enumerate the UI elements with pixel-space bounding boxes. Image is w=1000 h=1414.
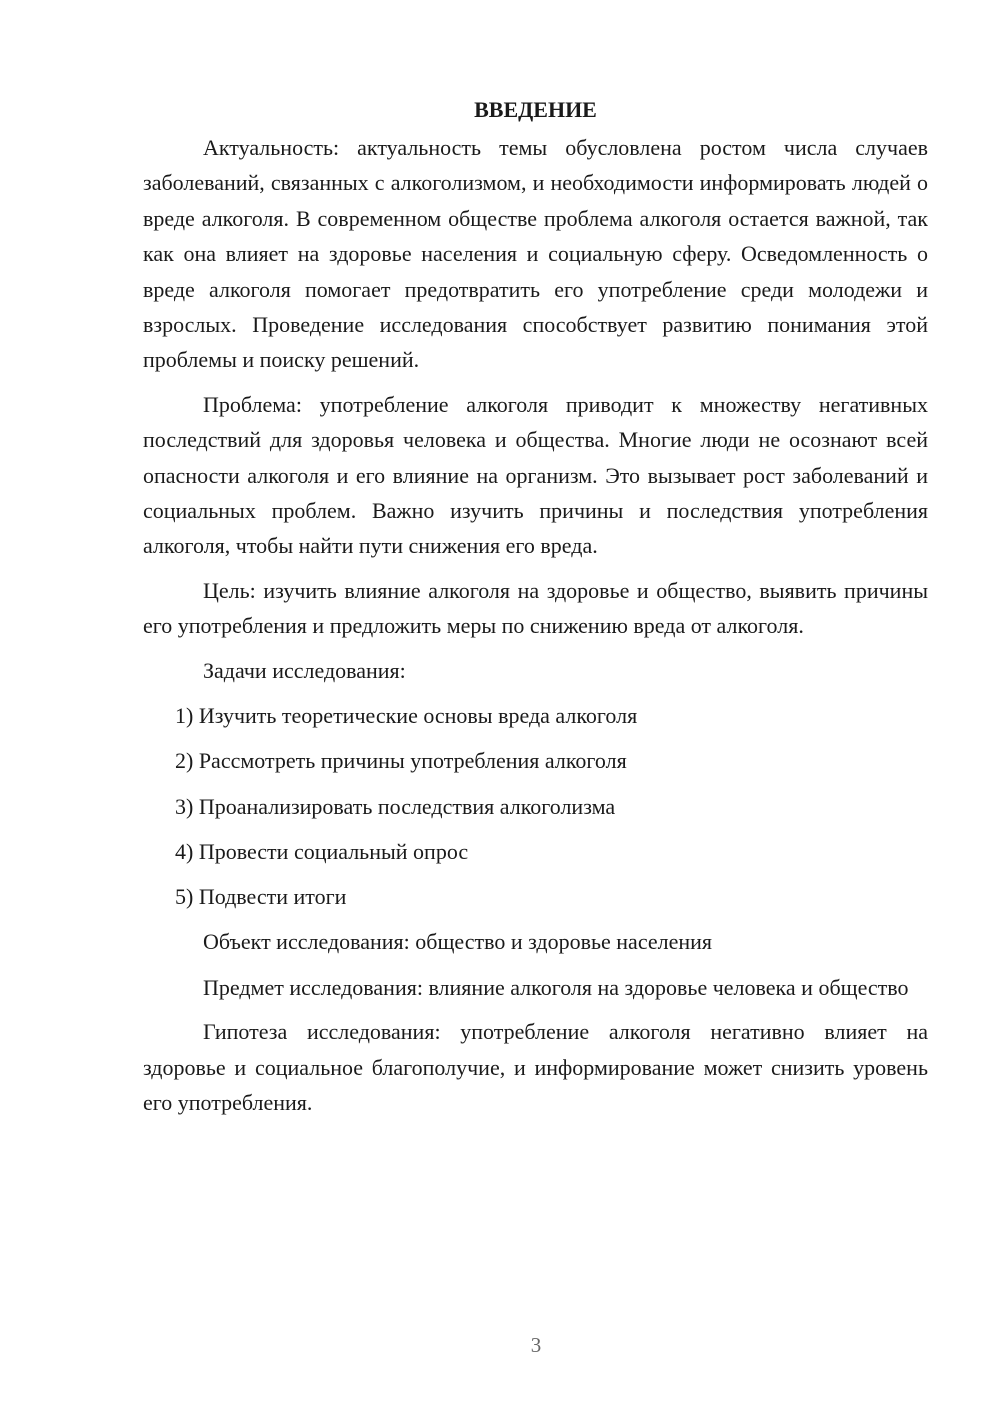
task-item: 4) Провести социальный опрос — [175, 838, 469, 864]
task-item: 1) Изучить теоретические основы вреда алкоголя — [175, 702, 638, 728]
goal-paragraph: Цель: изучить влияние алкоголя на здоровье и общество, выявить причины его употребления и предложить меры по снижению вреда от алкоголя. — [143, 577, 928, 639]
task-item: 5) Подвести итоги — [175, 884, 347, 910]
object-paragraph: Объект исследования: общество и здоровье населения — [203, 929, 713, 955]
task-item: 3) Проанализировать последствия алкоголизма — [175, 793, 616, 819]
tasks-list — [143, 698, 928, 915]
task-item: 2) Рассмотреть причины употребления алкоголя — [175, 748, 627, 774]
subject-paragraph: Предмет исследования: влияние алкоголя на здоровье человека и общество — [203, 974, 909, 1000]
hypothesis-paragraph: Гипотеза исследования: употребление алкоголя негативно влияет на здоровье и социальное благополучие, и информирование может снизить уровень его употребления. — [143, 1019, 928, 1115]
document-page — [143, 92, 928, 1129]
tasks-heading: Задачи исследования: — [203, 657, 406, 683]
section-title: ВВЕДЕНИЕ — [474, 97, 597, 122]
page-number: 3 — [530, 1333, 542, 1357]
problem-paragraph: Проблема: употребление алкоголя приводит к множеству негативных последствий для здоровья человека и общества. Многие люди не осознают всей опасности алкоголя и его влияние на организм. Это вызывает рост заболеваний и социальных проблем. Важно изучить причины и последствия употребления алкоголя, чтобы найти пути снижения его вреда. — [143, 391, 928, 559]
relevance-paragraph: Актуальность: актуальность темы обусловлена ростом числа случаев заболеваний, связанных с алкоголизмом, и необходимости информировать людей о вреде алкоголя. В современном обществе проблема алкоголя остается важной, так как она влияет на здоровье населения и социальную сферу. Осведомленность о вреде алкоголя помогает предотвратить его употребление среди молодежи и взрослых. Проведение исследования способствует развитию понимания этой проблемы и поиску решений. — [143, 135, 928, 373]
